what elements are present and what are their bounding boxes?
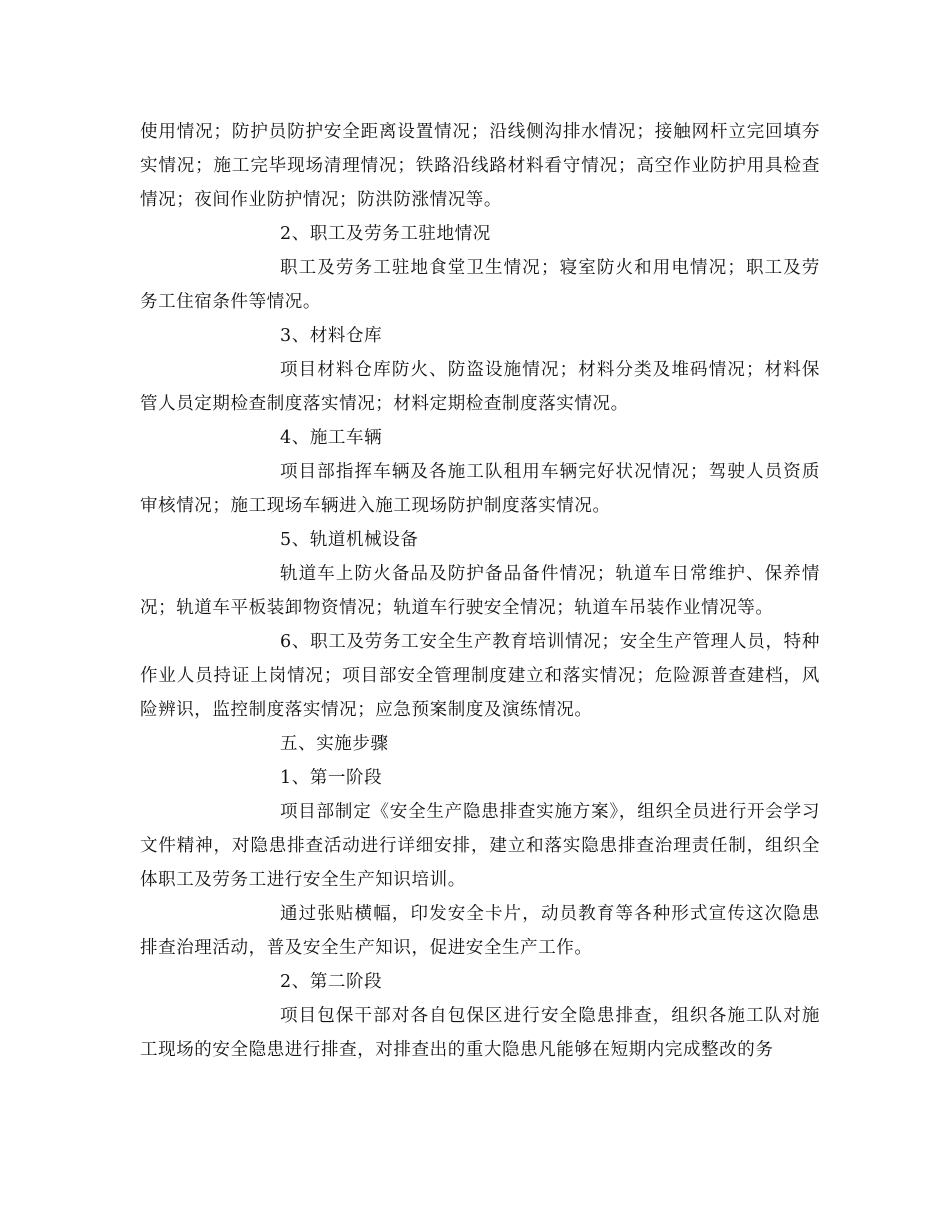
paragraph-staff-dormitory: 职工及劳务工驻地食堂卫生情况；寝室防火和用电情况；职工及劳务工住宿条件等情况。: [140, 258, 820, 312]
heading-construction-vehicles: 4、施工车辆: [280, 428, 383, 448]
paragraph-phase-one-publicity: 通过张贴横幅，印发安全卡片，动员教育等各种形式宣传这次隐患排查治理活动，普及安全生产知识，促进安全生产工作。: [140, 904, 820, 958]
heading-staff-dormitory: 2、职工及劳务工驻地情况: [280, 224, 491, 244]
paragraph-track-machinery: 轨道车上防火备品及防护备品备件情况；轨道车日常维护、保养情况；轨道车平板装卸物资情况；轨道车行驶安全情况；轨道车吊装作业情况等。: [140, 564, 820, 618]
heading-phase-two: 2、第二阶段: [280, 972, 383, 992]
paragraph-safety-training: 6、职工及劳务工安全生产教育培训情况；安全生产管理人员，特种作业人员持证上岗情况；项目部安全管理制度建立和落实情况；危险源普查建档，风险辨识，监控制度落实情况；应急预案制度及演练情况。: [140, 632, 820, 720]
heading-implementation-steps: 五、实施步骤: [280, 734, 389, 754]
paragraph-phase-one-plan: 项目部制定《安全生产隐患排查实施方案》，组织全员进行开会学习文件精神，对隐患排查活动进行详细安排，建立和落实隐患排查治理责任制，组织全体职工及劳务工进行安全生产知识培训。: [140, 802, 820, 890]
document-body: [140, 115, 820, 1067]
paragraph-construction-vehicles: 项目部指挥车辆及各施工队租用车辆完好状况情况；驾驶人员资质审核情况；施工现场车辆进入施工现场防护制度落实情况。: [140, 462, 820, 516]
paragraph-material-warehouse: 项目材料仓库防火、防盗设施情况；材料分类及堆码情况；材料保管人员定期检查制度落实情况；材料定期检查制度落实情况。: [140, 360, 820, 414]
heading-phase-one: 1、第一阶段: [280, 768, 383, 788]
heading-material-warehouse: 3、材料仓库: [280, 326, 383, 346]
paragraph-inspection-continuation: 使用情况；防护员防护安全距离设置情况；沿线侧沟排水情况；接触网杆立完回填夯实情况；施工完毕现场清理情况；铁路沿线路材料看守情况；高空作业防护用具检查情况；夜间作业防护情况；防洪防涨情况等。: [140, 122, 820, 210]
paragraph-phase-two: 项目包保干部对各自包保区进行安全隐患排查，组织各施工队对施工现场的安全隐患进行排查，对排查出的重大隐患凡能够在短期内完成整改的务: [140, 1006, 820, 1060]
heading-track-machinery: 5、轨道机械设备: [280, 530, 419, 550]
